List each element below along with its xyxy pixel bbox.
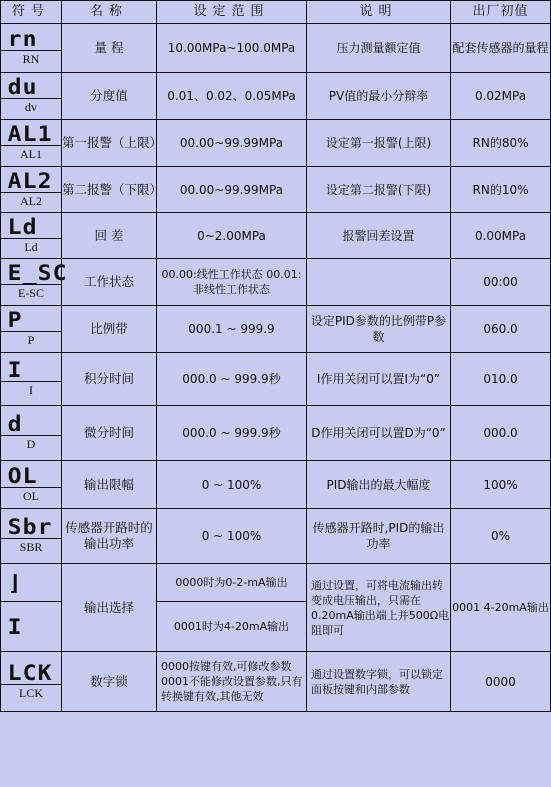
parameter-name: 比例带 bbox=[62, 306, 157, 353]
description: 设定PID参数的比例带P参数 bbox=[307, 306, 451, 353]
setting-range: 0 ~ 100% bbox=[157, 461, 307, 509]
parameter-name: 工作状态 bbox=[62, 259, 157, 306]
description bbox=[307, 259, 451, 306]
description: 报警回差设置 bbox=[307, 213, 451, 259]
factory-default: 010.0 bbox=[451, 353, 551, 406]
table-row bbox=[1, 406, 551, 461]
segment-display: I bbox=[7, 358, 23, 382]
factory-default: 配套传感器的量程 bbox=[451, 24, 551, 73]
parameter-name: 第一报警（上限） bbox=[62, 120, 157, 167]
setting-range: 0001时为4-20mA输出 bbox=[157, 602, 307, 652]
symbol-cell bbox=[1, 461, 62, 509]
description: 通过设置，可将电流输出转变成电压输出，只需在0.20mA输出端上并500Ω电阻即可 bbox=[307, 564, 451, 652]
factory-default: 00:00 bbox=[451, 259, 551, 306]
setting-range: 000.1 ~ 999.9 bbox=[157, 306, 307, 353]
segment-display: LCK bbox=[7, 660, 53, 685]
parameter-name: 第二报警（下限） bbox=[62, 167, 157, 213]
symbol-cell bbox=[1, 652, 62, 712]
segment-display: AL2 bbox=[7, 168, 53, 193]
segment-display: I bbox=[7, 614, 23, 639]
segment-display: d bbox=[7, 412, 23, 436]
segment-display: ⌋ bbox=[7, 570, 23, 595]
table-row bbox=[1, 509, 551, 564]
symbol-cell bbox=[1, 306, 62, 353]
parameter-code: D bbox=[1, 435, 61, 453]
setting-range: 0.01、0.02、0.05MPa bbox=[157, 73, 307, 120]
symbol-cell bbox=[1, 24, 62, 73]
table-row bbox=[1, 24, 551, 73]
factory-default: RN的10% bbox=[451, 167, 551, 213]
setting-range: 00.00~99.99MPa bbox=[157, 120, 307, 167]
setting-range: 000.0 ~ 999.9秒 bbox=[157, 353, 307, 406]
parameter-code: AL2 bbox=[1, 192, 61, 210]
description: PV值的最小分辩率 bbox=[307, 73, 451, 120]
symbol-cell bbox=[1, 564, 62, 602]
symbol-cell bbox=[1, 73, 62, 120]
table-row bbox=[1, 306, 551, 353]
parameter-code: LCK bbox=[1, 684, 61, 702]
parameter-code: AL1 bbox=[1, 145, 61, 163]
factory-default: 0000 bbox=[451, 652, 551, 712]
segment-display: rn bbox=[7, 27, 38, 51]
table-row bbox=[1, 73, 551, 120]
symbol-cell bbox=[1, 509, 62, 564]
segment-display: AL1 bbox=[7, 122, 53, 146]
description: 设定第一报警(上限) bbox=[307, 120, 451, 167]
setting-range: 00.00~99.99MPa bbox=[157, 167, 307, 213]
header-name: 名称 bbox=[62, 1, 157, 24]
table-row bbox=[1, 213, 551, 259]
parameter-name: 传感器开路时的输出功率 bbox=[62, 509, 157, 564]
parameter-name: 量 程 bbox=[62, 24, 157, 73]
setting-range: 0000时为0-2-mA输出 bbox=[157, 564, 307, 602]
setting-range: 0000按键有效,可修改参数0001不能修改设置参数,只有转换键有效,其他无效 bbox=[157, 652, 307, 712]
parameter-code: dv bbox=[1, 98, 61, 116]
table-row bbox=[1, 353, 551, 406]
factory-default: 0.02MPa bbox=[451, 73, 551, 120]
header-range: 设定范围 bbox=[157, 1, 307, 24]
description: D作用关闭可以置D为“0” bbox=[307, 406, 451, 461]
parameter-name: 微分时间 bbox=[62, 406, 157, 461]
header-description: 说明 bbox=[307, 1, 451, 24]
segment-display: E_SC bbox=[7, 261, 68, 285]
parameter-name: 分度值 bbox=[62, 73, 157, 120]
symbol-cell bbox=[1, 602, 62, 652]
segment-display: du bbox=[7, 75, 38, 99]
header-row bbox=[1, 1, 551, 24]
parameter-code: E-SC bbox=[1, 284, 61, 302]
factory-default: 0.00MPa bbox=[451, 213, 551, 259]
header-default: 出厂初值 bbox=[451, 1, 551, 24]
symbol-cell bbox=[1, 167, 62, 213]
setting-range: 0~2.00MPa bbox=[157, 213, 307, 259]
setting-range: 0 ~ 100% bbox=[157, 509, 307, 564]
symbol-cell bbox=[1, 213, 62, 259]
parameter-code: P bbox=[1, 331, 61, 349]
symbol-cell bbox=[1, 406, 62, 461]
segment-display: P bbox=[7, 308, 23, 332]
parameter-code: Ld bbox=[1, 238, 61, 256]
table-row bbox=[1, 461, 551, 509]
description: I作用关闭可以置I为“0” bbox=[307, 353, 451, 406]
parameter-name: 输出限幅 bbox=[62, 461, 157, 509]
parameter-name: 积分时间 bbox=[62, 353, 157, 406]
description: 传感器开路时,PID的输出功率 bbox=[307, 509, 451, 564]
symbol-cell bbox=[1, 120, 62, 167]
symbol-cell bbox=[1, 259, 68, 306]
table-row bbox=[1, 167, 551, 213]
setting-range: 000.0 ~ 999.9秒 bbox=[157, 406, 307, 461]
factory-default: 0001 4-20mA输出 bbox=[451, 564, 551, 652]
description: PID输出的最大幅度 bbox=[307, 461, 451, 509]
symbol-cell bbox=[1, 353, 62, 406]
table-row bbox=[1, 259, 551, 306]
description: 通过设置数字锁，可以锁定面板按键和内部参数 bbox=[307, 652, 451, 712]
setting-range: 10.00MPa~100.0MPa bbox=[157, 24, 307, 73]
factory-default: 100% bbox=[451, 461, 551, 509]
table-row bbox=[1, 120, 551, 167]
parameter-code: SBR bbox=[1, 538, 61, 556]
parameter-code: RN bbox=[1, 50, 61, 68]
header-symbol: 符号 bbox=[1, 1, 62, 24]
parameter-name: 回 差 bbox=[62, 213, 157, 259]
segment-display: OL bbox=[7, 463, 38, 488]
segment-display: Ld bbox=[7, 214, 38, 239]
description: 压力测量额定值 bbox=[307, 24, 451, 73]
table-row-lock bbox=[1, 652, 551, 712]
parameter-code: OL bbox=[1, 487, 61, 505]
parameter-name: 数字锁 bbox=[62, 652, 157, 712]
parameter-name: 输出选择 bbox=[62, 564, 157, 652]
setting-range: 00.00:线性工作状态 00.01:非线性工作状态 bbox=[157, 259, 307, 306]
description: 设定第二报警(下限) bbox=[307, 167, 451, 213]
parameter-code: I bbox=[1, 381, 61, 399]
segment-display: Sbr bbox=[7, 515, 53, 539]
factory-default: 060.0 bbox=[451, 306, 551, 353]
table-row-output-select bbox=[1, 564, 551, 602]
factory-default: 0% bbox=[451, 509, 551, 564]
factory-default: RN的80% bbox=[451, 120, 551, 167]
factory-default: 000.0 bbox=[451, 406, 551, 461]
